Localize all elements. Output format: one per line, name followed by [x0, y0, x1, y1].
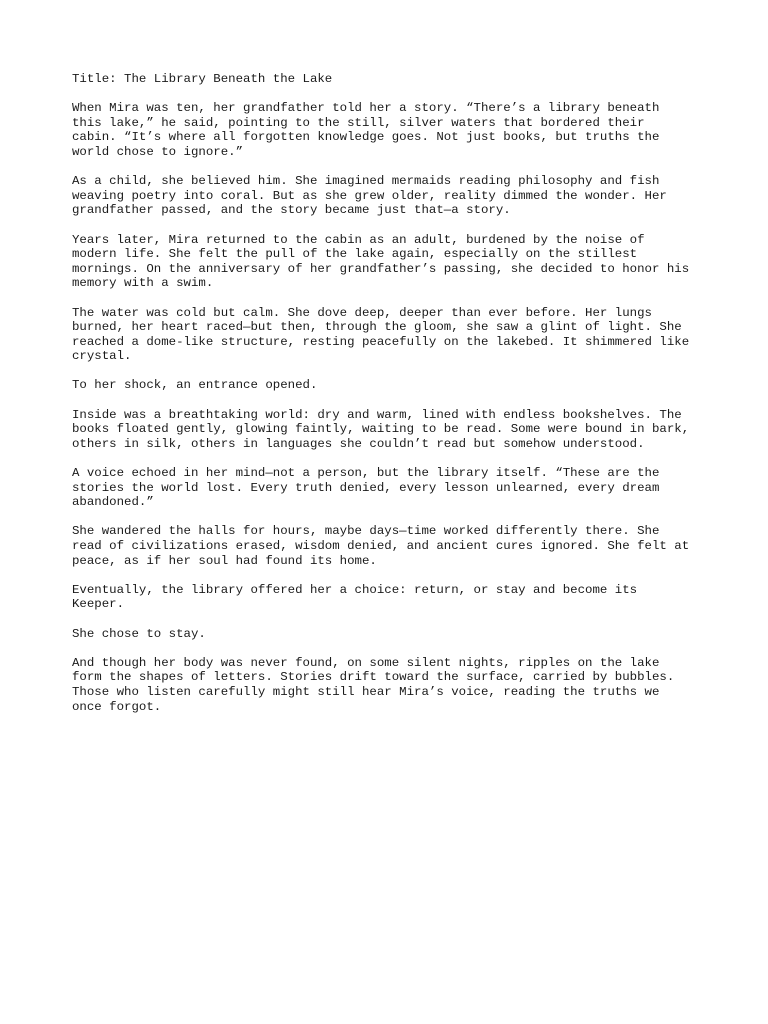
paragraph-1: When Mira was ten, her grandfather told her a story. “There’s a library beneath this lake,” he said, pointing to the still, silver waters that bordered their cabin. “It’s where all forgotten knowledge goes. Not just books, but truths the world chose to ignore.” — [72, 101, 660, 159]
paragraph-4: The water was cold but calm. She dove deep, deeper than ever before. Her lungs burned, her heart raced—but then, through the gloom, she saw a glint of light. She reached a dome-like structure, resting peacefully on the lakebed. It shimmered like crystal. — [72, 305, 690, 364]
document-page — [72, 72, 712, 729]
paragraph-3: Years later, Mira returned to the cabin as an adult, burdened by the noise of modern life. She felt the pull of the lake again, especially on the stillest mornings. On the anniversary of her grandfather’s passing, she decided to honor his memory with a swim. — [72, 232, 690, 291]
paragraph-2: As a child, she believed him. She imagined mermaids reading philosophy and fish weaving poetry into coral. But as she grew older, reality dimmed the wonder. Her grandfather passed, and the story became just that—a story. — [72, 174, 667, 218]
paragraph-9: Eventually, the library offered her a choice: return, or stay and become its Keeper. — [72, 582, 638, 612]
paragraph-10: She chose to stay. — [72, 626, 206, 641]
paragraph-8: She wandered the halls for hours, maybe days—time worked differently there. She read of civilizations erased, wisdom denied, and ancient cures ignored. She felt at peace, as if her soul had found its home. — [72, 524, 690, 568]
paragraph-5: To her shock, an entrance opened. — [72, 378, 318, 393]
paragraph-11: And though her body was never found, on some silent nights, ripples on the lake form the shapes of letters. Stories drift toward the surface, carried by bubbles. Those who listen carefully might still hear Mira’s voice, reading the truths we once forgot. — [72, 655, 675, 714]
document-title: Title: The Library Beneath the Lake — [72, 72, 333, 86]
paragraph-6: Inside was a breathtaking world: dry and warm, lined with endless bookshelves. The books floated gently, glowing faintly, waiting to be read. Some were bound in bark, others in silk, others in languages she couldn’t read but somehow understood. — [72, 407, 690, 451]
paragraph-7: A voice echoed in her mind—not a person, but the library itself. “These are the stories the world lost. Every truth denied, every lesson unlearned, every dream abandoned.” — [72, 466, 660, 510]
